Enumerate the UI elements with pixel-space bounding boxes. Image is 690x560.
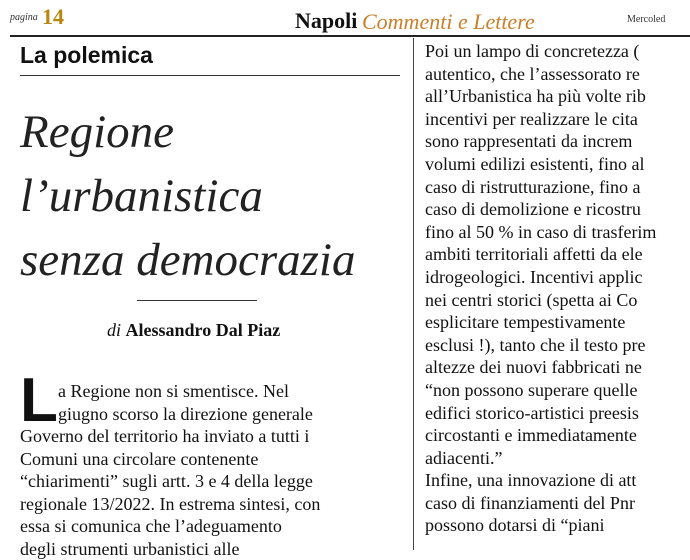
text-line: caso di ristrutturazione, fino a bbox=[425, 176, 690, 199]
text-line: altezze dei nuovi fabbricati ne bbox=[425, 356, 690, 379]
text-line: Comuni una circolare contenente bbox=[20, 448, 402, 471]
text-line: adiacenti.” bbox=[425, 447, 690, 470]
article-headline bbox=[20, 100, 410, 292]
page-label: pagina bbox=[10, 12, 38, 23]
text-line: essa si comunica che l’adeguamento bbox=[20, 515, 402, 538]
text-line: “non possono superare quelle bbox=[425, 379, 690, 402]
drop-cap: L bbox=[20, 378, 58, 424]
text-line: incentivi per realizzare le cita bbox=[425, 108, 690, 131]
text-line: volumi edilizi esistenti, fino al bbox=[425, 153, 690, 176]
text-line: ambiti territoriali affetti da ele bbox=[425, 243, 690, 266]
text-line: circostanti e immediatamente bbox=[425, 424, 690, 447]
text-line: regionale 13/2022. In estrema sintesi, con bbox=[20, 493, 402, 516]
text-line: giugno scorso la direzione generale bbox=[20, 403, 402, 426]
section-subtitle: Commenti e Lettere bbox=[362, 9, 535, 35]
text-line: possono dotarsi di “piani bbox=[425, 514, 690, 537]
author-name: Alessandro Dal Piaz bbox=[126, 320, 281, 340]
text-line: nei centri storici (spetta ai Co bbox=[425, 289, 690, 312]
text-line: esplicitare tempestivamente bbox=[425, 311, 690, 334]
text-line: caso di finanziamenti del Pnr bbox=[425, 492, 690, 515]
text-line: Poi un lampo di concretezza ( bbox=[425, 40, 690, 63]
article-lead-text bbox=[20, 380, 402, 560]
text-line: degli strumenti urbanistici alle bbox=[20, 538, 402, 560]
text-line: “chiarimenti” sugli artt. 3 e 4 della legge bbox=[20, 470, 402, 493]
section-title: Napoli bbox=[295, 8, 357, 34]
text-line: fino al 50 % in caso di trasferim bbox=[425, 221, 690, 244]
right-column-text bbox=[425, 40, 690, 537]
text-line: Governo del territorio ha inviato a tutti i bbox=[20, 425, 402, 448]
page-number: 14 bbox=[42, 4, 64, 30]
byline-divider bbox=[137, 300, 257, 301]
date-label: Mercoled bbox=[627, 14, 665, 25]
header-rule bbox=[10, 35, 690, 37]
kicker-divider bbox=[20, 75, 400, 76]
text-line: idrogeologici. Incentivi applic bbox=[425, 266, 690, 289]
column-divider bbox=[413, 38, 414, 550]
byline-prefix: di bbox=[107, 320, 121, 340]
text-line: autentico, che l’assessorato re bbox=[425, 63, 690, 86]
headline-line: l’urbanistica bbox=[20, 164, 410, 228]
text-line: caso di demolizione e ricostru bbox=[425, 198, 690, 221]
text-line: edifici storico-artistici preesis bbox=[425, 402, 690, 425]
headline-line: Regione bbox=[20, 100, 410, 164]
byline bbox=[107, 320, 280, 341]
text-line: all’Urbanistica ha più volte rib bbox=[425, 85, 690, 108]
text-line: a Regione non si smentisce. Nel bbox=[20, 380, 402, 403]
text-line: Infine, una innovazione di att bbox=[425, 469, 690, 492]
text-line: esclusi !), tanto che il testo pre bbox=[425, 334, 690, 357]
headline-line: senza democrazia bbox=[20, 228, 410, 292]
article-kicker: La polemica bbox=[20, 42, 153, 69]
text-line: sono rappresentati da increm bbox=[425, 130, 690, 153]
